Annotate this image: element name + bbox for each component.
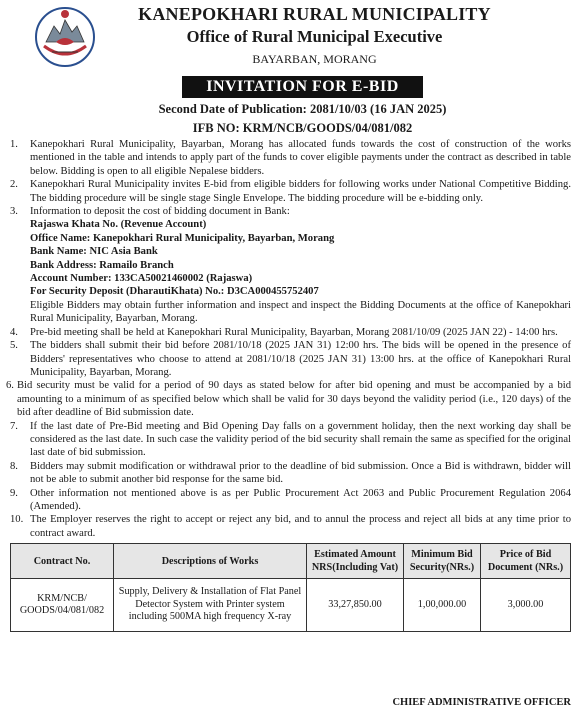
bank-note: Eligible Bidders may obtain further information and inspect and inspect the Bidding Documents at the office of Kanepokhari Rural Municipality, Bayarban, Morang. (30, 299, 571, 325)
publication-date: Second Date of Publication: 2081/10/03 (16 JAN 2025) (158, 102, 447, 116)
office-name: Office of Rural Municipal Executive (186, 27, 443, 46)
table-header: Minimum Bid Security(NRs.) (404, 544, 481, 579)
table-row (11, 579, 571, 632)
table-header: Price of Bid Document (NRs.) (481, 544, 571, 579)
table-header: Contract No. (11, 544, 114, 579)
bid-table (10, 543, 571, 632)
list-item: 5. The bidders shall submit their bid before 2081/10/18 (2025 JAN 31) 12:00 hrs. The bids will be opened in the presence of Bidders' representatives who choose to attend at 2081/10/18 (2025 JAN 31) 13:00 hrs. at the office of Kanepokhari Rural Municipality, Bayarban, Morang. (10, 340, 571, 378)
list-item: 9. Other information not mentioned above is as per Public Procurement Act 2063 and Public Procurement Regulation 2064 (Amended). (10, 487, 571, 512)
notice-body (6, 138, 571, 540)
bank-address: Bank Address: Ramailo Branch (30, 259, 174, 271)
list-item: 8. Bidders may submit modification or withdrawal prior to the deadline of bid submission. Once a Bid is withdrawn, bidder will not be able to submit another bid response for the same bid. (10, 460, 571, 486)
contract-number-cell: KRM/NCB/ GOODS/04/081/082 (11, 579, 114, 632)
list-item: 1. Kanepokhari Rural Municipality, Bayarban, Morang has allocated funds towards the cost of construction of the works mentioned in the table and intends to apply part of the funds to cover eligible payments under the contract as described in table below. Bidding is open to all eligible Nepalese bidders. (10, 139, 571, 177)
letterhead (0, 0, 581, 72)
list-item: 6. Bid security must be valid for a period of 90 days as stated below for after bid opening and must be accompanied by a bid amounting to a minimum of as specified below which shall be valid for 30 days beyond the validity period (i.e., 120 days) of the bid after deadline of Bid submission date. (6, 380, 571, 419)
document-price-cell: 3,000.00 (481, 579, 571, 632)
list-item: 3. Information to deposit the cost of bidding document in Bank: Rajaswa Khata No. (Revenue Account) Office Name: Kanepokhari Rural Municipality, Bayarban, Morang Bank Name: NIC Asia Bank Bank Address: Ramailo Branch Account Number: 133CA50021460002 (Rajaswa) For Security Deposit (DharautiKhata) No.: D3CA000455752407 Eligible Bidders may obtain further information and inspect and inspect the Bidding Documents at the office of Kanepokhari Rural Municipality, Bayarban, Morang. (10, 206, 571, 325)
signatory-title: CHIEF ADMINISTRATIVE OFFICER (392, 697, 571, 708)
bid-security-cell: 1,00,000.00 (404, 579, 481, 632)
list-item: 2. Kanepokhari Rural Municipality invites E-bid from eligible bidders for following works under National Competitive Bidding. The bidding procedure will be single stage Single Envelope. The bidding procedure will be e-bidding only. (10, 179, 571, 204)
list-item: 10. The Employer reserves the right to accept or reject any bid, and to annul the process and reject all bids at any time prior to contract award. (10, 514, 571, 539)
notice-title-banner: INVITATION FOR E-BID (182, 76, 423, 98)
bank-khata: Rajaswa Khata No. (Revenue Account) (30, 219, 207, 231)
list-item: 4. Pre-bid meeting shall be held at Kanepokhari Rural Municipality, Bayarban, Morang 2081/10/09 (2025 JAN 22) - 14:00 hrs. (10, 326, 558, 338)
table-header-row (11, 544, 571, 579)
ifb-number: IFB NO: KRM/NCB/GOODS/04/081/082 (192, 121, 413, 135)
bank-account-number: Account Number: 133CA50021460002 (Rajaswa) (30, 273, 253, 285)
estimated-amount-cell: 33,27,850.00 (307, 579, 404, 632)
list-item: 7. If the last date of Pre-Bid meeting and Bid Opening Day falls on a government holiday, then the next working day shall be considered as the last date. In such case the validity period of the bid security shall remain the same as specified for the original last date of bid submission. (10, 420, 571, 459)
security-deposit-account: For Security Deposit (DharautiKhata) No.: D3CA000455752407 (30, 286, 319, 298)
bank-office-name: Office Name: Kanepokhari Rural Municipality, Bayarban, Morang (30, 232, 335, 244)
municipality-name: KANEPOKHARI RURAL MUNICIPALITY (138, 4, 491, 24)
bank-name: Bank Name: NIC Asia Bank (30, 246, 158, 258)
office-location: BAYARBAN, MORANG (252, 52, 377, 66)
work-description-cell: Supply, Delivery & Installation of Flat Panel Detector System with Printer system including 500MA high frequency X-ray (114, 579, 307, 632)
table-header: Estimated Amount NRS(Including Vat) (307, 544, 404, 579)
table-header: Descriptions of Works (114, 544, 307, 579)
